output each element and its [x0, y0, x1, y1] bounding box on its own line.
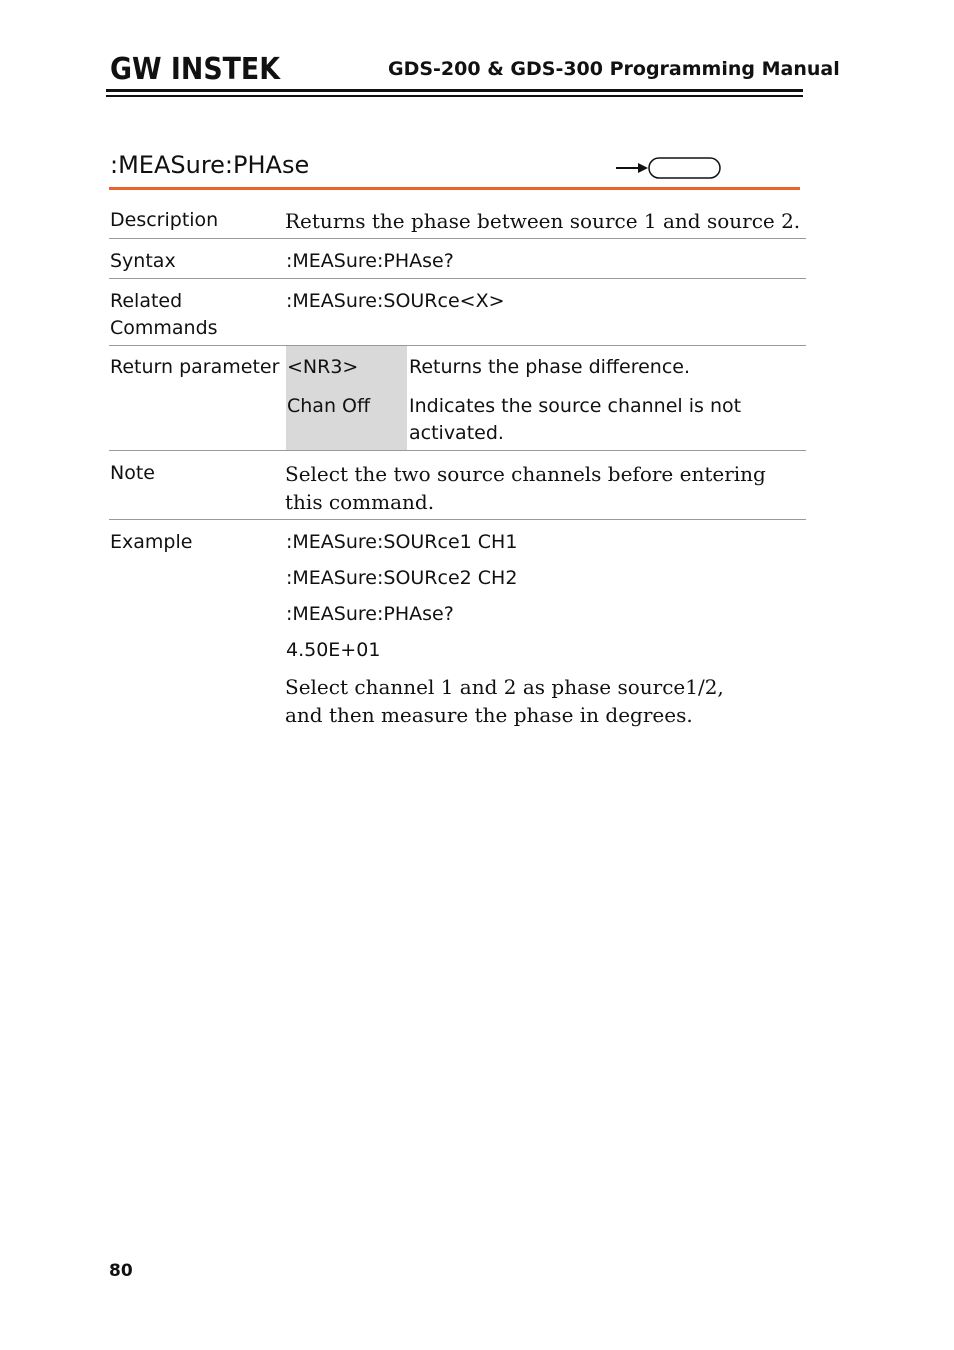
return-parameter-label: Return parameter — [110, 356, 280, 378]
param-key-chan-off: Chan Off — [287, 395, 371, 417]
row-divider — [109, 519, 806, 520]
command-title: :MEASure:PHAse — [110, 151, 310, 179]
header-rule — [106, 89, 803, 92]
example-label: Example — [110, 531, 193, 553]
description-label: Description — [110, 209, 219, 231]
row-divider — [109, 450, 806, 451]
syntax-label: Syntax — [110, 250, 176, 272]
row-divider — [109, 345, 806, 346]
example-response: 4.50E+01 — [286, 639, 381, 661]
example-line: :MEASure:SOURce2 CH2 — [286, 567, 518, 589]
svg-text:GW INSTEK: GW INSTEK — [110, 52, 282, 82]
document-title: GDS-200 & GDS-300 Programming Manual — [388, 58, 840, 80]
page-number: 80 — [109, 1261, 133, 1281]
related-label-line1: Related — [110, 290, 183, 312]
header-rule-thin — [106, 95, 803, 97]
note-value: Select the two source channels before entering this command. — [285, 462, 766, 514]
row-divider — [109, 278, 806, 279]
description-value: Returns the phase between source 1 and source 2. — [285, 209, 801, 233]
query-arrow-icon — [614, 155, 724, 181]
example-line: :MEASure:PHAse? — [286, 603, 454, 625]
syntax-value: :MEASure:PHAse? — [286, 250, 454, 272]
section-accent-rule — [109, 187, 800, 190]
note-label: Note — [110, 462, 155, 484]
example-line: :MEASure:SOURce1 CH1 — [286, 531, 518, 553]
related-label-line2: Commands — [110, 317, 218, 339]
param-desc-chan-off: Indicates the source channel is not activated. — [409, 395, 742, 444]
param-key-nr3: <NR3> — [287, 356, 359, 378]
gw-instek-logo — [110, 52, 282, 82]
param-desc-nr3: Returns the phase difference. — [409, 356, 691, 378]
row-divider — [109, 238, 806, 239]
related-commands-value: :MEASure:SOURce<X> — [286, 290, 505, 312]
example-explanation: Select channel 1 and 2 as phase source1/2, and then measure the phase in degrees. — [285, 675, 724, 727]
